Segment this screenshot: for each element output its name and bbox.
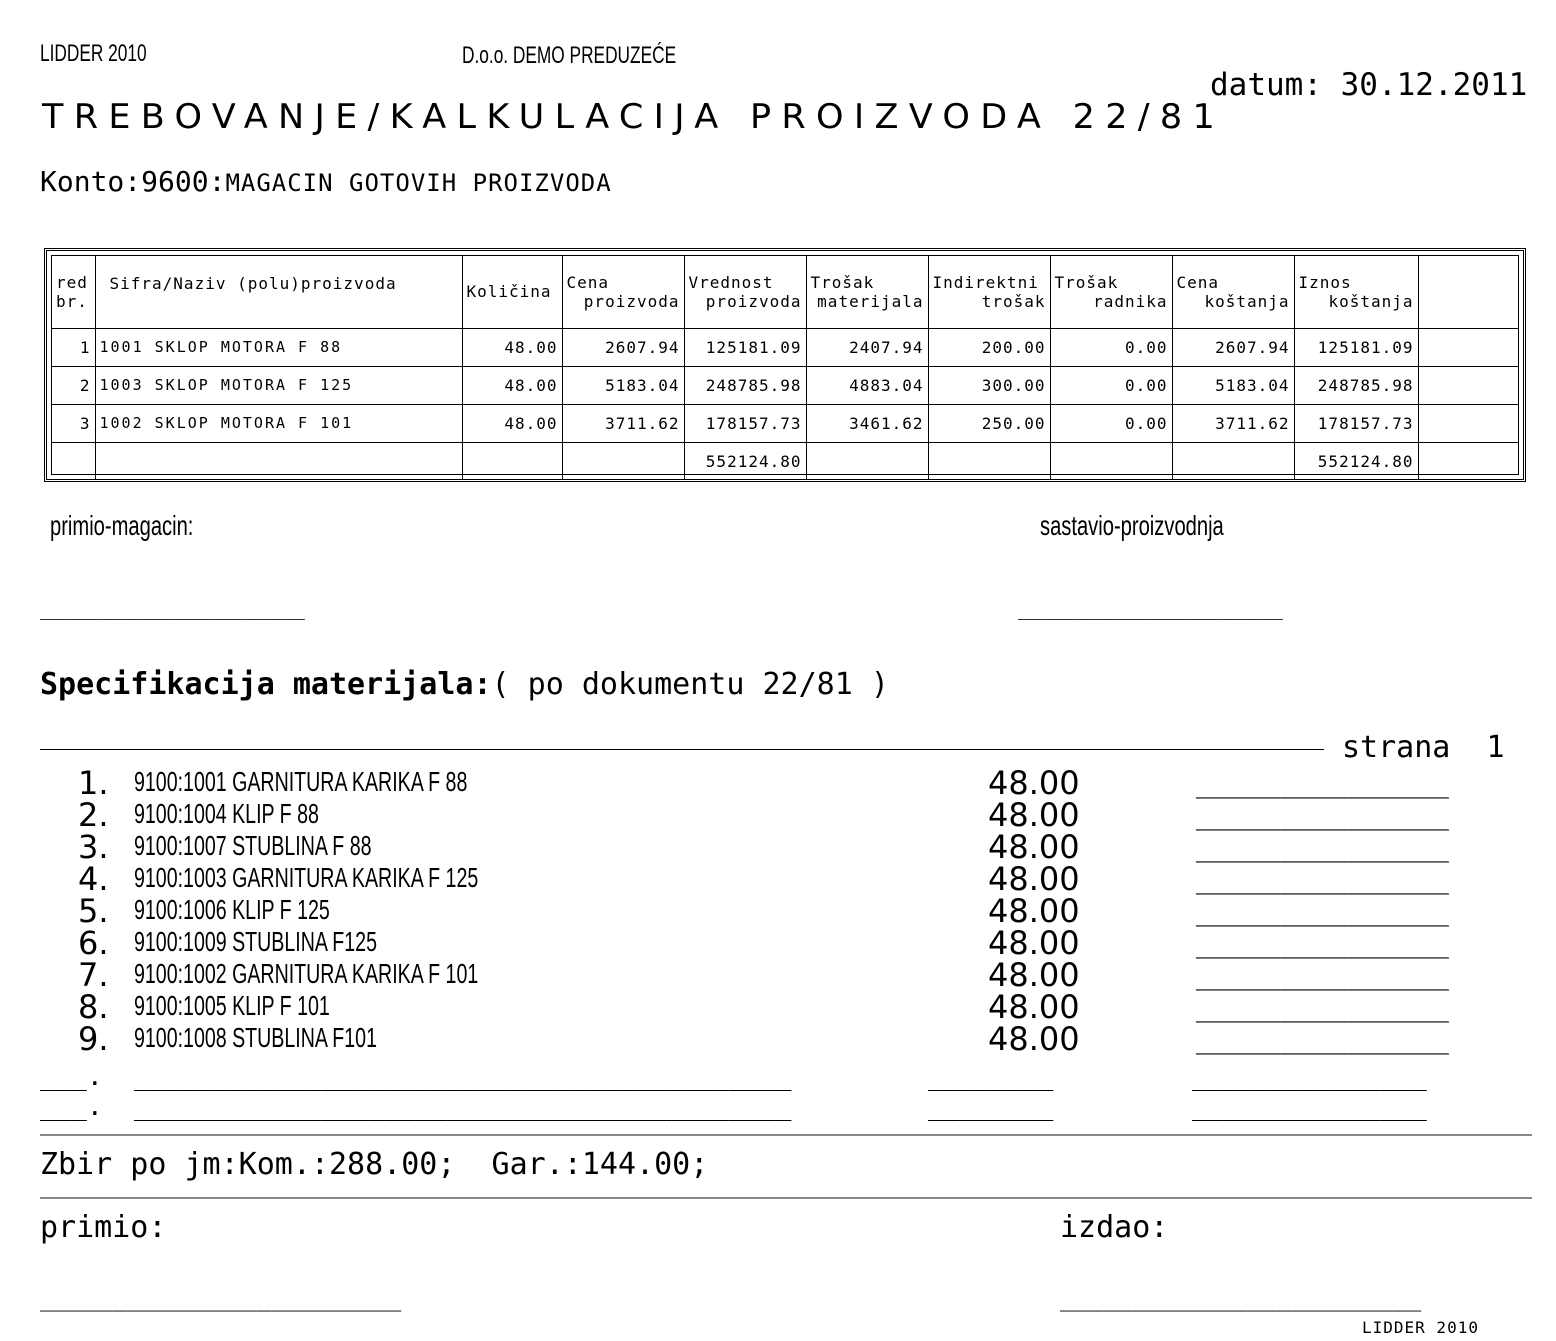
material-quantity: 48.00 <box>988 828 1080 866</box>
column-header <box>1294 256 1418 328</box>
column-header-line1: Trošak <box>810 272 875 292</box>
material-quantity: 48.00 <box>988 796 1080 834</box>
table-cell: 300.00 <box>928 366 1050 404</box>
company-name: D.o.o. DEMO PREDUZEĆE <box>462 42 677 69</box>
table-cell: 4883.04 <box>806 366 928 404</box>
list-item <box>0 1020 1556 1058</box>
list-item <box>0 924 1556 962</box>
blank-name: __________________________________________ <box>134 1092 792 1122</box>
table-cell: 1 <box>52 328 95 366</box>
table-cell: 5183.04 <box>1172 366 1294 404</box>
material-name: 9100:1008 STUBLINA F101 <box>134 1022 377 1053</box>
material-name: 9100:1001 GARNITURA KARIKA F 88 <box>134 766 468 797</box>
table-cell <box>1172 442 1294 480</box>
table-cell: 48.00 <box>462 366 562 404</box>
item-number: 9. <box>78 1020 109 1058</box>
table-cell: 248785.98 <box>684 366 806 404</box>
unit-totals: Zbir po jm:Kom.:288.00; Gar.:144.00; <box>40 1147 709 1182</box>
material-quantity: 48.00 <box>988 892 1080 930</box>
table-cell: 3 <box>52 404 95 442</box>
column-header <box>928 256 1050 328</box>
signature-blank: _______________ <box>1196 926 1449 959</box>
material-name: 9100:1009 STUBLINA F125 <box>134 926 377 957</box>
material-name: 9100:1005 KLIP F 101 <box>134 990 330 1021</box>
material-name: 9100:1003 GARNITURA KARIKA F 125 <box>134 862 479 893</box>
table-cell <box>928 442 1050 480</box>
material-quantity: 48.00 <box>988 764 1080 802</box>
account-name: MAGACIN GOTOVIH PROIZVODA <box>225 169 612 197</box>
table-cell: 48.00 <box>462 328 562 366</box>
material-quantity: 48.00 <box>988 988 1080 1026</box>
table-cell: 178157.73 <box>1294 404 1418 442</box>
divider-bottom <box>40 1197 1532 1199</box>
material-quantity: 48.00 <box>988 1020 1080 1058</box>
received-by-label: primio: <box>40 1210 167 1245</box>
signature-blank: _______________ <box>1196 862 1449 895</box>
list-item <box>0 988 1556 1026</box>
signature-blank: _______________ <box>1196 990 1449 1023</box>
table-cell <box>1418 328 1518 366</box>
column-header <box>684 256 806 328</box>
material-name: 9100:1004 KLIP F 88 <box>134 798 319 829</box>
column-header-line1: Količina <box>466 282 552 302</box>
table-cell: 2607.94 <box>1172 328 1294 366</box>
column-header-line1: Cena <box>1176 272 1220 292</box>
account-line <box>40 165 612 198</box>
table-cell: 552124.80 <box>684 442 806 480</box>
list-item <box>0 956 1556 994</box>
column-header-line1: Sifra/Naziv (polu)proizvoda <box>109 274 397 294</box>
item-number: 2. <box>78 796 109 834</box>
list-item <box>0 764 1556 802</box>
table-cell: 178157.73 <box>684 404 806 442</box>
material-quantity: 48.00 <box>988 956 1080 994</box>
table-cell: 3711.62 <box>1172 404 1294 442</box>
table-cell: 1002 SKLOP MOTORA F 101 <box>95 404 462 442</box>
column-header <box>52 256 95 328</box>
column-header <box>1418 256 1518 328</box>
table-row <box>52 404 1518 442</box>
table-cell: 3461.62 <box>806 404 928 442</box>
blank-signature: _______________ <box>1192 1092 1427 1122</box>
table-cell: 48.00 <box>462 404 562 442</box>
specification-title-ref: ( po dokumentu 22/81 ) <box>491 667 889 702</box>
table-cell <box>562 442 684 480</box>
item-number: 1. <box>78 764 109 802</box>
signature-blank: _______________ <box>1196 894 1449 927</box>
table-cell: 3711.62 <box>562 404 684 442</box>
item-number: 5. <box>78 892 109 930</box>
blank-number: ___. <box>40 1092 103 1122</box>
table-cell <box>1050 442 1172 480</box>
column-header-line2: proizvoda <box>583 291 680 311</box>
document-date: datum: 30.12.2011 <box>1210 67 1528 103</box>
table-cell: 5183.04 <box>562 366 684 404</box>
list-item <box>0 892 1556 930</box>
item-number: 8. <box>78 988 109 1026</box>
list-item <box>0 860 1556 898</box>
column-header-line1: Vrednost <box>688 272 774 292</box>
calculation-table <box>52 256 1518 480</box>
table-row <box>52 328 1518 366</box>
table-cell: 125181.09 <box>1294 328 1418 366</box>
column-header-line1: Iznos <box>1298 272 1352 292</box>
column-header-line1: red <box>56 272 88 292</box>
column-header-line1: Cena <box>566 272 610 292</box>
item-number: 6. <box>78 924 109 962</box>
specification-title-main: Specifikacija materijala: <box>40 667 492 702</box>
list-item <box>0 828 1556 866</box>
signature-blank: _______________ <box>1196 958 1449 991</box>
table-cell: 250.00 <box>928 404 1050 442</box>
table-cell: 552124.80 <box>1294 442 1418 480</box>
column-header <box>1050 256 1172 328</box>
table-cell: 200.00 <box>928 328 1050 366</box>
list-item <box>0 796 1556 834</box>
compiled-production-label: sastavio-proizvodnja <box>1040 510 1224 541</box>
table-cell <box>462 442 562 480</box>
column-header-line2: radnika <box>1093 291 1168 311</box>
item-number: 4. <box>78 860 109 898</box>
item-number: 7. <box>78 956 109 994</box>
table-cell <box>52 442 95 480</box>
column-header <box>462 256 562 328</box>
column-header-line2: materijala <box>817 291 924 311</box>
material-quantity: 48.00 <box>988 924 1080 962</box>
column-header <box>95 256 462 328</box>
issued-signature-line: _________________________ <box>1060 1284 1422 1312</box>
table-cell <box>1418 442 1518 480</box>
column-header-line1: Indirektni <box>932 272 1039 292</box>
table-header-row <box>52 256 1518 328</box>
signature-blank: _______________ <box>1196 1022 1449 1055</box>
issued-by-label: izdao: <box>1060 1210 1169 1245</box>
item-number: 3. <box>78 828 109 866</box>
column-header-line2: koštanja <box>1204 291 1290 311</box>
signature-line-left: ______________________ <box>40 596 305 620</box>
signature-blank: _______________ <box>1196 766 1449 799</box>
account-label: Konto:9600: <box>40 165 226 198</box>
signature-line-right: ______________________ <box>1018 596 1283 620</box>
blank-quantity: ________ <box>928 1062 1054 1092</box>
column-header-line2: proizvoda <box>705 291 802 311</box>
received-warehouse-label: primio-magacin: <box>50 510 194 541</box>
received-signature-line: _________________________ <box>40 1284 402 1312</box>
material-name: 9100:1006 KLIP F 125 <box>134 894 330 925</box>
blank-list-item <box>0 1062 1556 1092</box>
table-cell <box>1418 404 1518 442</box>
blank-signature: _______________ <box>1192 1062 1427 1092</box>
divider-top <box>40 1134 1532 1136</box>
table-cell: 0.00 <box>1050 328 1172 366</box>
column-header-line1: Trošak <box>1054 272 1119 292</box>
blank-number: ___. <box>40 1062 103 1092</box>
signature-blank: _______________ <box>1196 798 1449 831</box>
blank-name: __________________________________________ <box>134 1062 792 1092</box>
table-cell: 125181.09 <box>684 328 806 366</box>
material-name: 9100:1002 GARNITURA KARIKA F 101 <box>134 958 479 989</box>
table-cell: 2407.94 <box>806 328 928 366</box>
table-cell <box>1418 366 1518 404</box>
blank-list-item <box>0 1092 1556 1122</box>
table-cell: 0.00 <box>1050 404 1172 442</box>
table-cell: 1001 SKLOP MOTORA F 88 <box>95 328 462 366</box>
table-row <box>52 366 1518 404</box>
table-cell: 248785.98 <box>1294 366 1418 404</box>
specification-divider <box>40 749 1324 750</box>
column-header-line2: koštanja <box>1328 291 1414 311</box>
signature-blank: _______________ <box>1196 830 1449 863</box>
material-quantity: 48.00 <box>988 860 1080 898</box>
calculation-table-frame <box>44 248 1526 482</box>
table-cell: 0.00 <box>1050 366 1172 404</box>
column-header-line2: br. <box>56 291 88 311</box>
table-cell <box>95 442 462 480</box>
column-header <box>806 256 928 328</box>
document-title: TREBOVANJE/KALKULACIJA PROIZVODA 22/81 <box>42 97 1226 137</box>
software-label: LIDDER 2010 <box>40 40 147 67</box>
material-name: 9100:1007 STUBLINA F 88 <box>134 830 372 861</box>
table-cell: 2 <box>52 366 95 404</box>
column-header <box>1172 256 1294 328</box>
footer-label: LIDDER 2010 <box>1362 1318 1479 1337</box>
specification-title <box>40 667 889 702</box>
table-body <box>52 328 1518 480</box>
table-row <box>52 442 1518 480</box>
page-number: strana 1 <box>1342 730 1505 765</box>
table-cell: 2607.94 <box>562 328 684 366</box>
blank-quantity: ________ <box>928 1092 1054 1122</box>
column-header <box>562 256 684 328</box>
table-cell <box>806 442 928 480</box>
table-cell: 1003 SKLOP MOTORA F 125 <box>95 366 462 404</box>
column-header-line2: trošak <box>981 291 1046 311</box>
